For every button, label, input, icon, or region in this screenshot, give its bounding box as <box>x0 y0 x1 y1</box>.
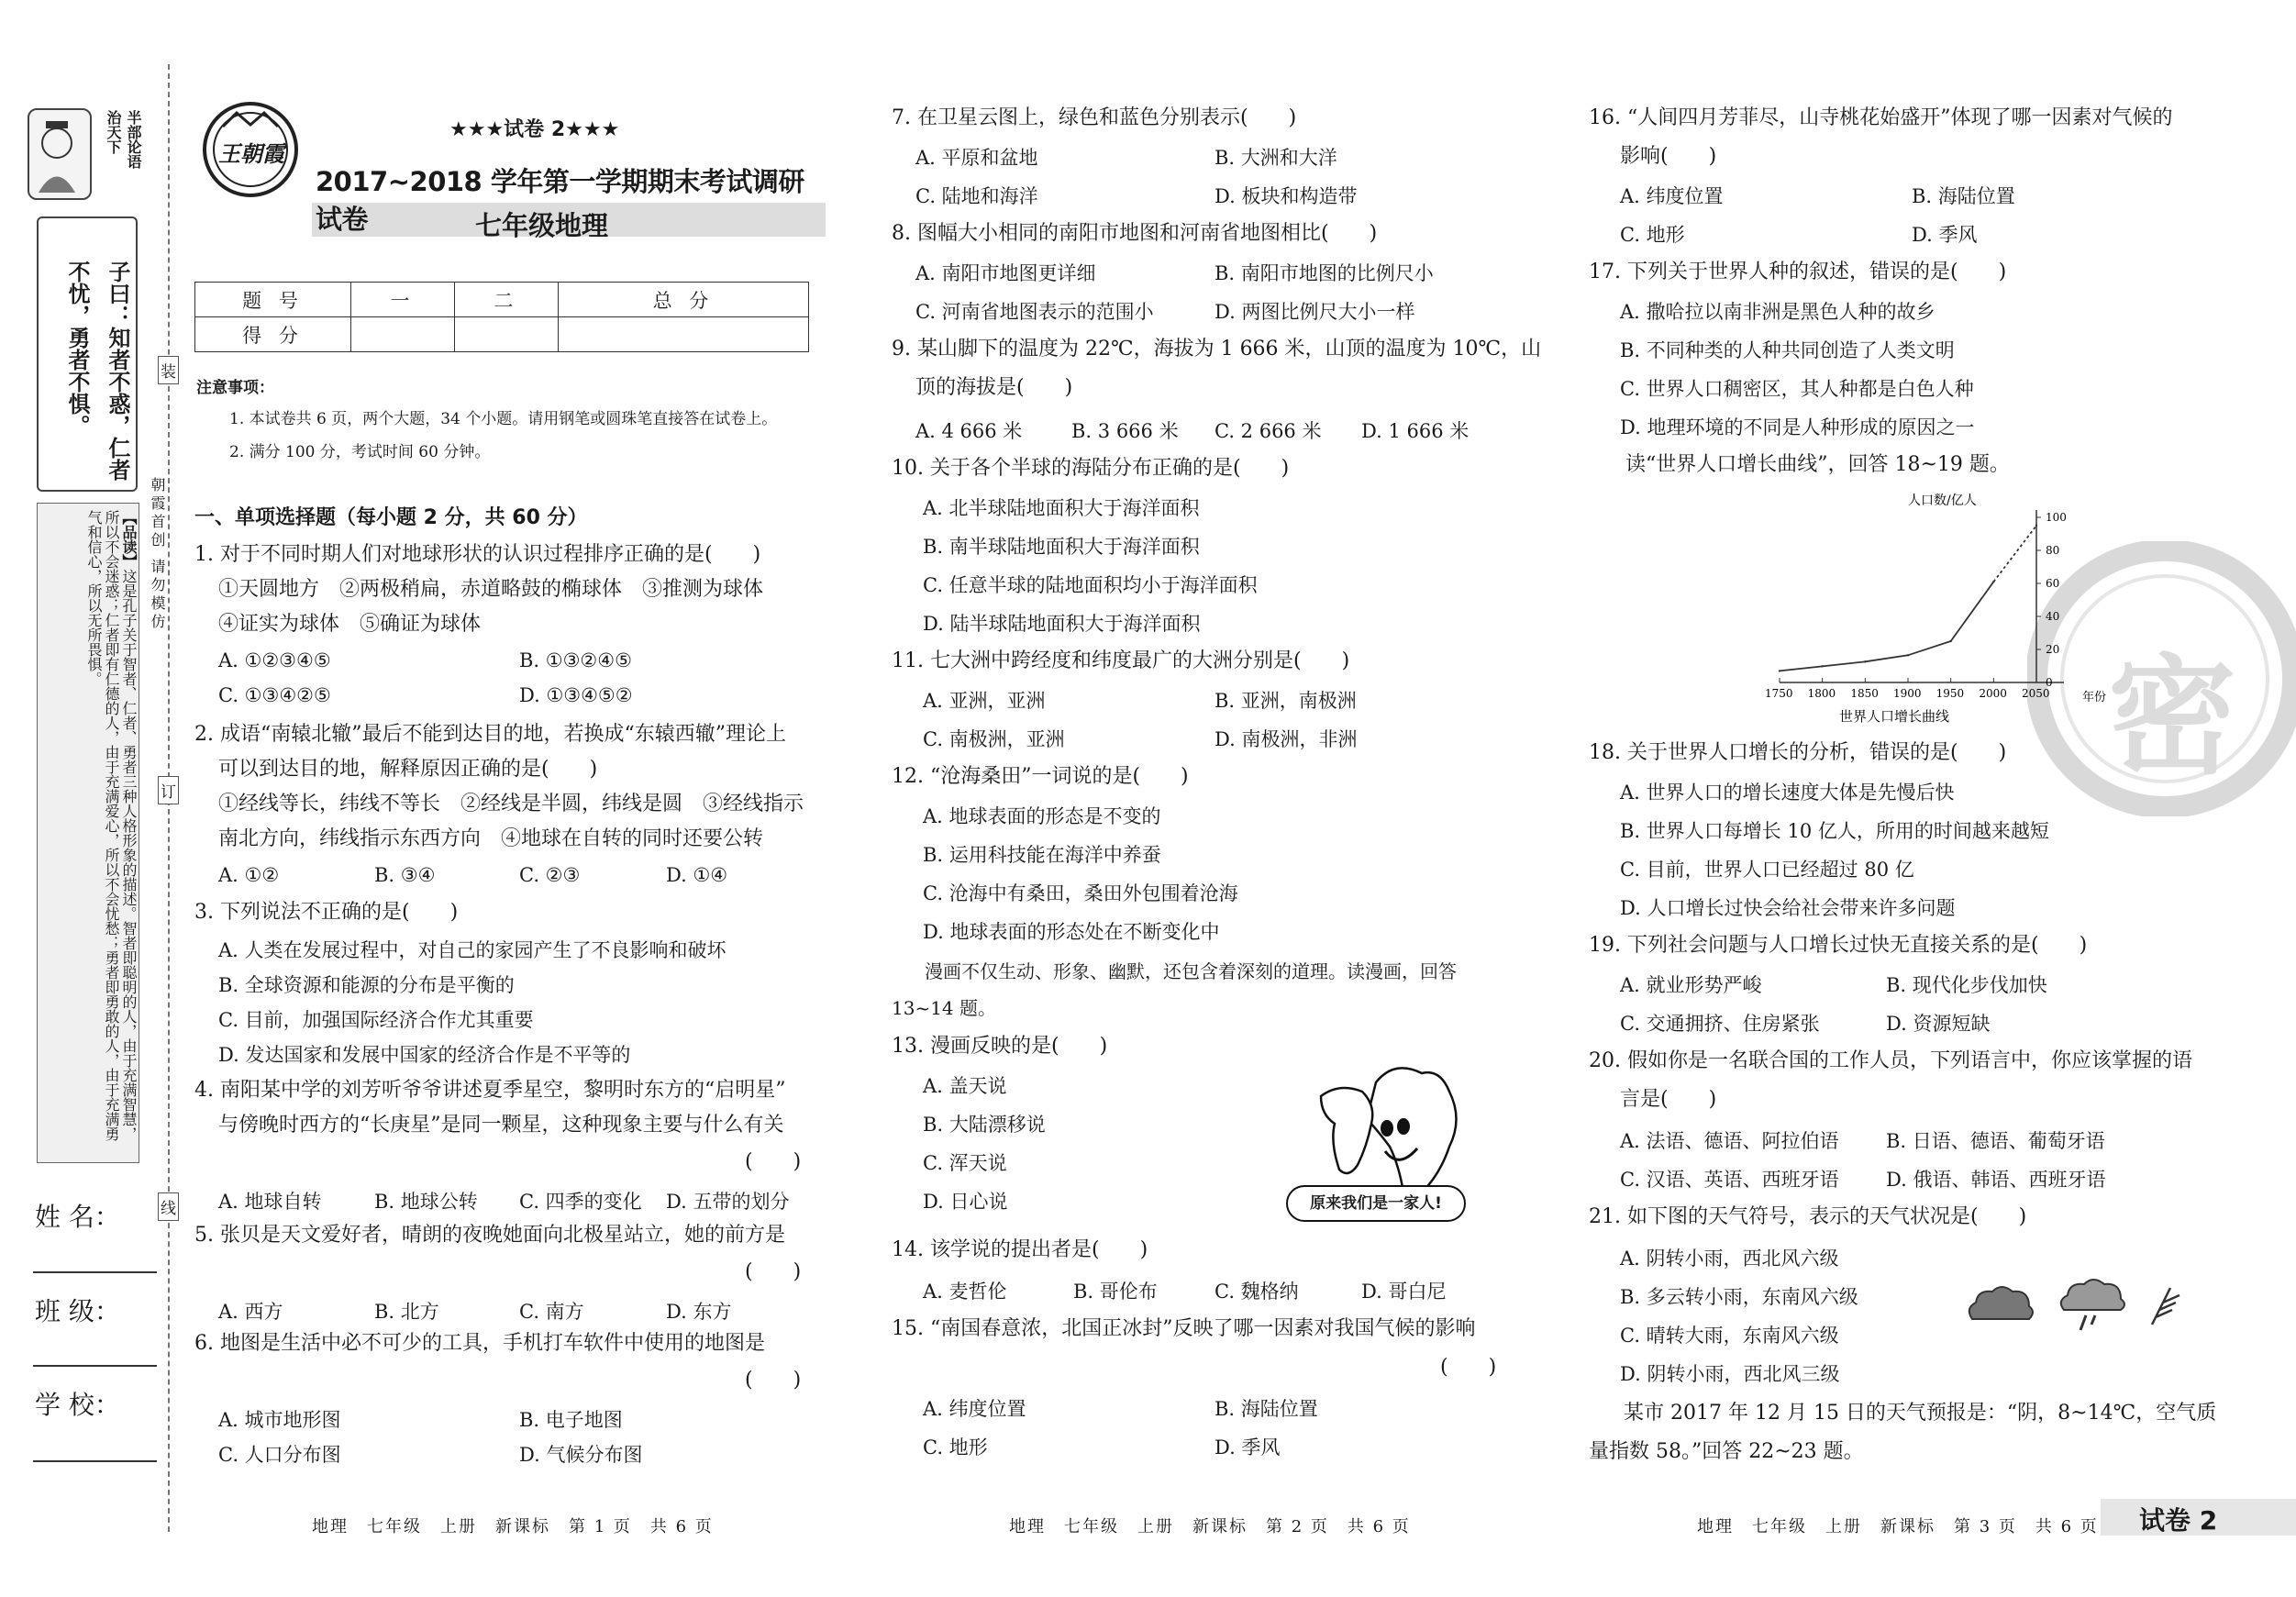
chart-x-tick-label: 2050 <box>2022 687 2050 700</box>
chart-point <box>1949 640 1951 642</box>
cut-char-1: 装 <box>158 356 179 384</box>
comic-intro: 漫画不仅生动、形象、幽默，还包含着深刻的道理。读漫画，回答 <box>925 960 1457 982</box>
chart-x-tick-label: 1850 <box>1850 687 1879 700</box>
question-5: 5. 张贝是天文爱好者，晴朗的夜晚她面向北极星站立，她的前方是 <box>194 1224 785 1247</box>
option-b[interactable]: B. 电子地图 <box>519 1409 623 1431</box>
option-c[interactable]: C. ①③④②⑤ <box>218 684 331 706</box>
option-a[interactable]: A. 南阳市地图更详细 <box>915 262 1096 284</box>
population-chart <box>1752 490 2110 728</box>
question-1: 1. 对于不同时期人们对地球形状的认识过程排序正确的是( ) <box>194 543 761 566</box>
question-19: 19. 下列社会问题与人口增长过快无直接关系的是( ) <box>1589 934 2088 957</box>
question-16: 16. “人间四月芳菲尽，山寺桃花始盛开”体现了哪一因素对气候的 <box>1589 106 2173 129</box>
note-item: 1. 本试卷共 6 页，两个大题，34 个小题。请用钢笔或圆珠笔直接答在试卷上。 <box>229 410 778 428</box>
chart-x-tick-label: 1800 <box>1807 687 1836 700</box>
page-footer-2: 地理 七年级 上册 新课标 第 2 页 共 6 页 <box>1009 1517 1411 1536</box>
page-column-2 <box>881 0 1542 1597</box>
option-d[interactable]: D. 南极洲，非洲 <box>1215 728 1358 750</box>
option-b[interactable]: B. 南阳市地图的比例尺小 <box>1215 262 1434 284</box>
option-a[interactable]: A. ①② <box>218 864 280 886</box>
option-a[interactable]: A. 法语、德语、阿拉伯语 <box>1620 1130 1839 1152</box>
page-column-3 <box>1578 0 2296 1597</box>
option-b[interactable]: B. 海陆位置 <box>1912 185 2015 207</box>
option-a[interactable]: A. 地球自转 <box>218 1191 322 1213</box>
option-d[interactable]: D. 阴转小雨，西北风三级 <box>1620 1363 1840 1385</box>
option-b[interactable]: B. 不同种类的人种共同创造了人类文明 <box>1620 339 1955 361</box>
option-a[interactable]: A. 人类在发展过程中，对自己的家园产生了不良影响和破坏 <box>218 939 727 961</box>
secret-watermark-char: 密 <box>2108 642 2237 793</box>
option-d[interactable]: D. ①③④⑤② <box>519 684 633 706</box>
question-13: 13. 漫画反映的是( ) <box>892 1035 1108 1058</box>
exam-tag: ★★★试卷 2★★★ <box>449 118 620 141</box>
question-8: 8. 图幅大小相同的南阳市地图和河南省地图相比( ) <box>892 222 1378 245</box>
option-c[interactable]: C. 交通拥挤、住房紧张 <box>1620 1013 1820 1035</box>
strip-logo <box>28 108 92 200</box>
option-c[interactable]: C. 浑天说 <box>923 1152 1007 1174</box>
light-rain-icon <box>2055 1275 2128 1339</box>
question-2-line: 可以到达目的地，解释原因正确的是( ) <box>218 758 598 781</box>
chart-y-tick-label: 60 <box>2046 577 2060 590</box>
option-c[interactable]: C. 地形 <box>1620 224 1685 246</box>
strip-logo-text: 半部论语 治天下 <box>105 110 142 169</box>
score-cell[interactable] <box>454 317 558 352</box>
option-c[interactable]: C. 目前，加强国际经济合作尤其重要 <box>218 1009 534 1031</box>
option-a[interactable]: A. 盖天说 <box>923 1075 1007 1097</box>
score-cell[interactable] <box>558 317 808 352</box>
option-b[interactable]: B. 北方 <box>374 1301 439 1323</box>
answer-paren[interactable]: ( ) <box>745 1260 802 1283</box>
option-d[interactable]: D. 日心说 <box>923 1191 1008 1213</box>
chart-point <box>1907 654 1909 656</box>
question-1-line: ④证实为球体 ⑤确证为球体 <box>218 613 482 636</box>
question-1-line: ①天圆地方 ②两极稍扁，赤道略鼓的椭球体 ③推测为球体 <box>218 578 764 601</box>
chart-x-tick-label: 1950 <box>1936 687 1965 700</box>
quote-text: 子曰：知者不惑，仁者不忧，勇者不惧。 <box>64 261 130 481</box>
question-7: 7. 在卫星云图上，绿色和蓝色分别表示( ) <box>892 106 1297 129</box>
cut-char-2: 订 <box>158 776 179 804</box>
note-item: 2. 满分 100 分，考试时间 60 分钟。 <box>229 443 491 461</box>
option-d[interactable]: D. 俄语、韩语、西班牙语 <box>1886 1169 2106 1191</box>
option-b[interactable]: B. 亚洲，南极洲 <box>1215 690 1357 712</box>
option-c[interactable]: C. 地形 <box>923 1436 988 1458</box>
option-d[interactable]: D. ①④ <box>666 864 728 886</box>
option-d[interactable]: D. 季风 <box>1215 1436 1281 1458</box>
chart-title: 世界人口增长曲线 <box>1839 708 1950 725</box>
overcast-cloud-icon <box>1963 1281 2036 1326</box>
option-a[interactable]: A. 北半球陆地面积大于海洋面积 <box>923 497 1200 519</box>
option-c[interactable]: C. 世界人口稠密区，其人种都是白色人种 <box>1620 378 1974 400</box>
question-6: 6. 地图是生活中必不可少的工具，手机打车软件中使用的地图是 <box>194 1332 765 1355</box>
question-10: 10. 关于各个半球的海陆分布正确的是( ) <box>892 457 1290 480</box>
option-b[interactable]: B. ①③②④⑤ <box>519 649 632 671</box>
option-a[interactable]: A. 世界人口的增长速度大体是先慢后快 <box>1620 782 1955 804</box>
option-b[interactable]: B. 南半球陆地面积大于海洋面积 <box>923 536 1200 558</box>
option-c[interactable]: C. 2 666 米 <box>1215 420 1322 442</box>
school-input-line[interactable] <box>33 1460 157 1462</box>
option-c[interactable]: C. 目前，世界人口已经超过 80 亿 <box>1620 859 1914 881</box>
brand-logo <box>200 99 301 200</box>
question-9-line: 顶的海拔是( ) <box>915 376 1073 399</box>
name-input-line[interactable] <box>33 1271 157 1273</box>
option-b[interactable]: B. 3 666 米 <box>1071 420 1179 442</box>
pindu-text <box>50 510 138 1152</box>
brand-logo-text: 王朝霞 <box>218 140 284 167</box>
option-b[interactable]: B. 全球资源和能源的分布是平衡的 <box>218 974 515 996</box>
option-c[interactable]: C. 汉语、英语、西班牙语 <box>1620 1169 1839 1191</box>
chart-intro: 读“世界人口增长曲线”，回答 18~19 题。 <box>1625 453 2010 476</box>
option-a[interactable]: A. 城市地形图 <box>218 1409 341 1431</box>
chart-y-tick-label: 40 <box>2046 610 2060 623</box>
option-a[interactable]: A. 平原和盆地 <box>915 147 1038 169</box>
option-d[interactable]: D. 人口增长过快会给社会带来许多问题 <box>1620 897 1956 919</box>
option-c[interactable]: C. 晴转大雨，东南风六级 <box>1620 1325 1839 1347</box>
option-c[interactable]: C. 南方 <box>519 1301 584 1323</box>
comic-caption: 原来我们是一家人! <box>1286 1185 1466 1222</box>
option-d[interactable]: D. 气候分布图 <box>519 1444 643 1466</box>
option-c[interactable]: C. 河南省地图表示的范围小 <box>915 301 1154 323</box>
weather-intro-line: 量指数 58。”回答 22~23 题。 <box>1589 1440 1864 1463</box>
option-b[interactable]: B. 哥伦布 <box>1073 1281 1158 1303</box>
scholar-icon <box>29 110 94 202</box>
chart-xlabel: 年份 <box>2082 691 2107 704</box>
option-d[interactable]: D. 地球表面的形态处在不断变化中 <box>923 921 1220 943</box>
option-b[interactable]: B. 大洲和大洋 <box>1215 147 1337 169</box>
option-a[interactable]: A. 就业形势严峻 <box>1620 974 1762 996</box>
pindu-title: 【品读】 <box>120 510 138 569</box>
option-b[interactable]: B. 世界人口每增长 10 亿人，所用的时间越来越短 <box>1620 820 2049 842</box>
option-c[interactable]: C. 人口分布图 <box>218 1444 341 1466</box>
option-a[interactable]: A. 阴转小雨，西北风六级 <box>1620 1248 1839 1270</box>
chart-ylabel: 人口数/亿人 <box>1908 494 1977 508</box>
option-a[interactable]: A. 4 666 米 <box>915 420 1023 442</box>
question-20-line: 言是( ) <box>1620 1088 1717 1111</box>
notes-title: 注意事项： <box>196 379 274 397</box>
chart-point <box>1779 670 1780 671</box>
option-a[interactable]: A. 西方 <box>218 1301 283 1323</box>
option-b[interactable]: B. 海陆位置 <box>1215 1398 1318 1420</box>
score-table <box>194 282 809 352</box>
option-a[interactable]: A. 撒哈拉以南非洲是黑色人种的故乡 <box>1620 301 1936 323</box>
question-16-line: 影响( ) <box>1620 145 1717 168</box>
question-2-line: 南北方向，纬线指示东西方向 ④地球在自转的同时还要公转 <box>218 827 764 850</box>
option-d[interactable]: D. 地理环境的不同是人种形成的原因之一 <box>1620 416 1975 438</box>
chart-x-tick-label: 1900 <box>1893 687 1922 700</box>
option-d[interactable]: D. 资源短缺 <box>1886 1013 1991 1035</box>
question-2-line: ①经线等长，纬线不等长 ②经线是半圆，纬线是圆 ③经线指示 <box>218 793 804 815</box>
page-footer-3: 地理 七年级 上册 新课标 第 3 页 共 6 页 <box>1697 1517 2099 1536</box>
score-cell[interactable] <box>351 317 455 352</box>
option-b[interactable]: B. 运用科技能在海洋中养蚕 <box>923 844 1161 866</box>
score-table-header: 二 <box>454 283 558 317</box>
option-d[interactable]: D. 季风 <box>1912 224 1978 246</box>
score-table-header: 题 号 <box>195 283 351 317</box>
question-14: 14. 该学说的提出者是( ) <box>892 1238 1148 1261</box>
school-label: 学 校： <box>35 1390 120 1420</box>
score-row-label: 得 分 <box>195 317 351 352</box>
brand-note: 朝霞首创 请勿模仿 <box>149 477 166 633</box>
section-heading: 一、单项选择题（每小题 2 分，共 60 分） <box>194 506 588 529</box>
option-a[interactable]: A. 麦哲伦 <box>923 1281 1007 1303</box>
option-d[interactable]: D. 1 666 米 <box>1361 420 1470 442</box>
chart-y-tick-label: 20 <box>2046 643 2060 656</box>
option-d[interactable]: D. 板块和构造带 <box>1215 185 1358 207</box>
option-a[interactable]: A. 亚洲，亚洲 <box>923 690 1046 712</box>
option-d[interactable]: D. 东方 <box>666 1301 732 1323</box>
question-2: 2. 成语“南辕北辙”最后不能到达目的地，若换成“东辕西辙”理论上 <box>194 723 786 746</box>
question-18: 18. 关于世界人口增长的分析，错误的是( ) <box>1589 741 2007 764</box>
binding-strip <box>0 0 176 1597</box>
page-footer-1: 地理 七年级 上册 新课标 第 1 页 共 6 页 <box>312 1517 714 1536</box>
chart-y-tick-label: 0 <box>2046 676 2053 689</box>
chart-point <box>2035 525 2037 527</box>
pindu-body: 这是孔子关于智者、仁者、勇者三种人格形象的描述。智者即聪明的人，由于充满智慧，所以不会迷惑；仁者即有仁德的人，由于充满爱心，所以不会忧愁；勇者即勇敢的人，由于充满勇气和信心，所以无所畏惧。 <box>85 510 138 1141</box>
score-table-header: 一 <box>351 283 455 317</box>
weather-intro: 某市 2017 年 12 月 15 日的天气预报是：“阴，8~14℃，空气质 <box>1624 1402 2217 1425</box>
option-c[interactable]: C. 魏格纳 <box>1215 1281 1299 1303</box>
class-label: 班 级： <box>35 1296 120 1326</box>
chart-y-tick-label: 100 <box>2046 511 2067 524</box>
option-d[interactable]: D. 五带的划分 <box>666 1191 790 1213</box>
question-20: 20. 假如你是一名联合国的工作人员，下列语言中，你应该掌握的语 <box>1589 1049 2192 1072</box>
option-b[interactable]: B. 现代化步伐加快 <box>1886 974 2047 996</box>
question-17: 17. 下列关于世界人种的叙述，错误的是( ) <box>1589 261 2007 283</box>
option-b[interactable]: B. 多云转小雨，东南风六级 <box>1620 1286 1858 1308</box>
cut-char-3: 线 <box>158 1192 179 1221</box>
option-c[interactable]: C. 沧海中有桑田，桑田外包围着沧海 <box>923 882 1238 904</box>
name-label: 姓 名： <box>35 1202 120 1232</box>
question-15: 15. “南国春意浓，北国正冰封”反映了哪一因素对我国气候的影响 <box>892 1317 1476 1340</box>
exam-subject: 七年级地理 <box>475 210 609 241</box>
question-9: 9. 某山脚下的温度为 22℃，海拔为 1 666 米，山顶的温度为 10℃，山 <box>892 338 1542 360</box>
score-table-header: 总 分 <box>558 283 808 317</box>
option-c[interactable]: C. 陆地和海洋 <box>915 185 1038 207</box>
option-a[interactable]: A. 纬度位置 <box>1620 185 1724 207</box>
option-b[interactable]: B. 日语、德语、葡萄牙语 <box>1886 1130 2105 1152</box>
option-b[interactable]: B. ③④ <box>374 864 436 886</box>
option-c[interactable]: C. 四季的变化 <box>519 1191 642 1213</box>
page-column-1 <box>183 0 826 1597</box>
question-12: 12. “沧海桑田”一词说的是( ) <box>892 765 1189 788</box>
footer-exam-tag: 试卷 2 <box>2139 1505 2218 1536</box>
answer-paren[interactable]: ( ) <box>745 1150 802 1173</box>
option-d[interactable]: D. 两图比例尺大小一样 <box>1215 301 1415 323</box>
option-c[interactable]: C. 任意半球的陆地面积均小于海洋面积 <box>923 574 1258 596</box>
option-a[interactable]: A. ①②③④⑤ <box>218 649 331 671</box>
chart-x-tick-label: 2000 <box>1979 687 2007 700</box>
question-4-line: 与傍晚时西方的“长庚星”是同一颗星，这种现象主要与什么有关 <box>218 1114 784 1137</box>
option-b[interactable]: B. 地球公转 <box>374 1191 478 1213</box>
option-c[interactable]: C. 南极洲，亚洲 <box>923 728 1065 750</box>
chart-series-line <box>1780 582 1993 671</box>
question-21: 21. 如下图的天气符号，表示的天气状况是( ) <box>1589 1205 2027 1228</box>
chart-point <box>1864 660 1866 662</box>
option-c[interactable]: C. ②③ <box>519 864 581 886</box>
wind-barb-icon <box>2143 1279 2189 1334</box>
answer-paren[interactable]: ( ) <box>1440 1356 1497 1379</box>
comic-intro-line: 13~14 题。 <box>892 997 997 1019</box>
chart-y-tick-label: 80 <box>2046 544 2060 557</box>
question-3: 3. 下列说法不正确的是( ) <box>194 901 459 924</box>
option-d[interactable]: D. 哥白尼 <box>1361 1281 1447 1303</box>
question-4: 4. 南阳某中学的刘芳听爷爷讲述夏季星空，黎明时东方的“启明星” <box>194 1079 786 1102</box>
chart-series-projection <box>1993 526 2036 582</box>
class-input-line[interactable] <box>33 1365 157 1367</box>
option-d[interactable]: D. 发达国家和发展中国家的经济合作是不平等的 <box>218 1044 631 1066</box>
answer-paren[interactable]: ( ) <box>745 1369 802 1392</box>
option-d[interactable]: D. 陆半球陆地面积大于海洋面积 <box>923 613 1201 635</box>
chart-point <box>1992 581 1994 582</box>
option-b[interactable]: B. 大陆漂移说 <box>923 1114 1046 1136</box>
option-a[interactable]: A. 纬度位置 <box>923 1398 1026 1420</box>
option-a[interactable]: A. 地球表面的形态是不变的 <box>923 805 1161 827</box>
chart-x-tick-label: 1750 <box>1765 687 1793 700</box>
question-11: 11. 七大洲中跨经度和纬度最广的大洲分别是( ) <box>892 649 1350 672</box>
exam-title: 2017~2018 学年第一学期期末考试调研试卷 <box>312 161 826 237</box>
chart-point <box>1821 665 1823 667</box>
